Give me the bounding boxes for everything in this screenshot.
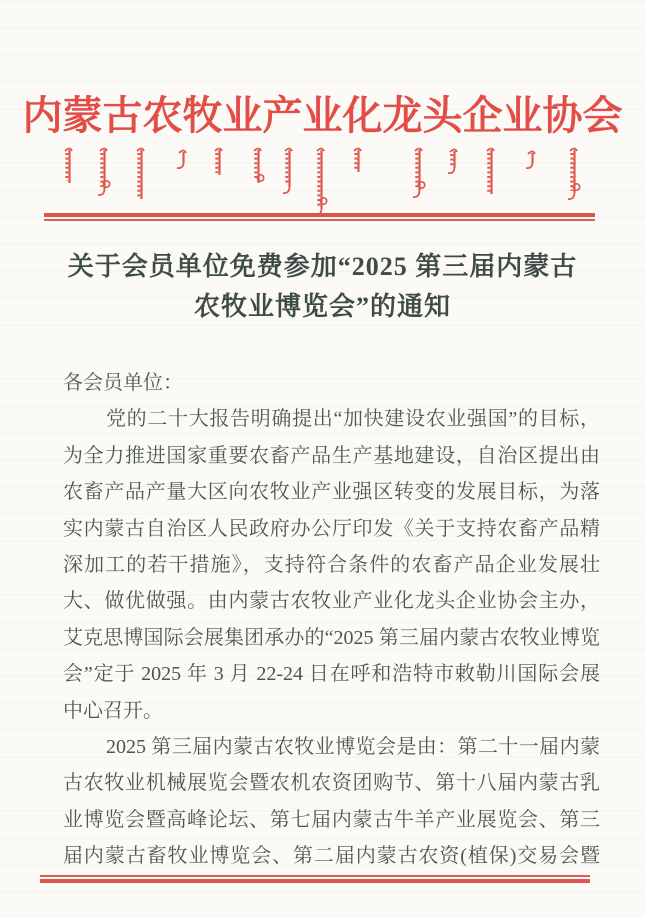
body-line: 届内蒙古畜牧业博览会、第二届内蒙古农资(植保)交易会暨	[63, 845, 600, 868]
letterhead-divider	[44, 213, 595, 219]
body-line: 2025 第三届内蒙古农牧业博览会是由：第二十一届内蒙	[106, 735, 600, 758]
mongolian-script-icon	[0, 144, 645, 220]
body-line: 业博览会暨高峰论坛、第七届内蒙古牛羊产业展览会、第三	[63, 808, 600, 831]
letterhead-org-name: 内蒙古农牧业产业化龙头企业协会	[22, 93, 623, 138]
body-line: 为全力推进国家重要农畜产品生产基地建设，自治区提出由	[63, 444, 600, 467]
footer-divider	[40, 875, 590, 879]
body-line: 党的二十大报告明确提出“加快建设农业强国”的目标，	[106, 408, 600, 431]
body-line: 古农牧业机械展览会暨农机农资团购节、第十八届内蒙古乳	[63, 772, 600, 795]
body-line: 中心召开。	[63, 699, 163, 722]
body-line: 深加工的若干措施》，支持符合条件的农畜产品企业发展壮	[63, 553, 600, 576]
salutation: 各会员单位：	[63, 372, 183, 394]
body-line: 艾克思博国际会展集团承办的“2025 第三届内蒙古农牧业博览	[63, 626, 600, 649]
notice-title-line-1: 关于会员单位免费参加“2025 第三届内蒙古	[67, 252, 578, 281]
body-line: 会”定于 2025 年 3 月 22-24 日在呼和浩特市敕勒川国际会展	[63, 663, 600, 686]
notice-title	[0, 247, 645, 327]
body-line: 实内蒙古自治区人民政府办公厅印发《关于支持农畜产品精	[63, 517, 600, 540]
body-line: 农畜产品产量大区向农牧业产业强区转变的发展目标，为落	[63, 481, 600, 504]
notice-title-line-2: 农牧业博览会”的通知	[193, 292, 451, 321]
document-body	[63, 365, 600, 874]
body-line: 大、做优做强。由内蒙古农牧业产业化龙头企业协会主办，	[63, 590, 600, 613]
